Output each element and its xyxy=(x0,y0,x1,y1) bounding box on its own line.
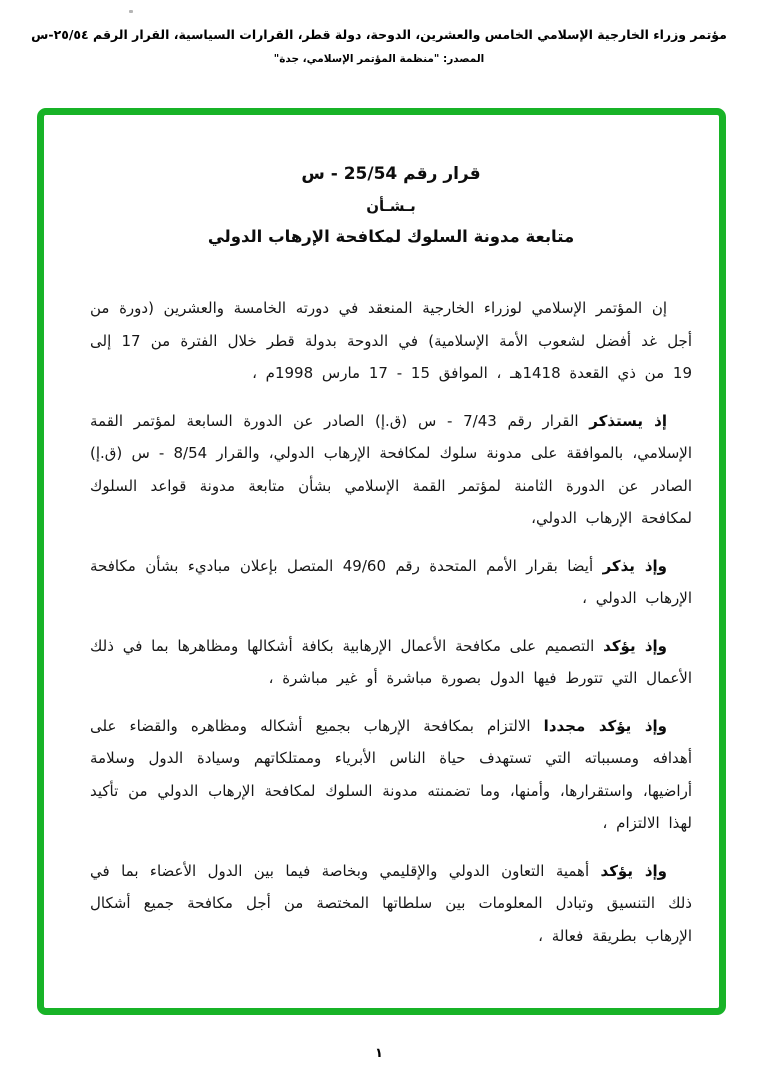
paragraph-text: أيضا بقرار الأمم المتحدة رقم 49/60 المتصل بإعلان مباديء بشأن مكافحة الإرهاب الدولي ، xyxy=(90,556,692,607)
scan-artifact-dot xyxy=(129,10,133,13)
regarding-label: بـشـأن xyxy=(366,197,416,215)
resolution-subject-title: متابعة مدونة السلوك لمكافحة الإرهاب الدولي xyxy=(207,227,575,246)
affirming-paragraph xyxy=(90,630,692,695)
header-source-line: المصدر: "منظمة المؤتمر الإسلامي، جدة" xyxy=(273,53,485,65)
paragraph-lead: إذ يستذكر xyxy=(589,411,667,430)
paragraph-text: القرار رقم 7/43 - س (ق.إ) الصادر عن الدورة السابعة لمؤتمر القمة الإسلامي، بالموافقة على مدونة سلوك لمكافحة الإرهاب الدولي، والقرار 8/54 - س (ق.إ) الصادر عن الدورة الثامنة لمؤتمر القمة الإسلامي بشأن متابعة مدونة قواعد السلوك لمكافحة الإرهاب الدولي، xyxy=(90,411,692,527)
paragraph-lead: وإذ يؤكد مجددا xyxy=(543,716,667,735)
document-body xyxy=(90,115,692,1008)
paragraph-lead: وإذ يؤكد xyxy=(603,636,667,655)
paragraph-text: أهمية التعاون الدولي والإقليمي وبخاصة فيما بين الدول الأعضاء بما في ذلك التنسيق وتبادل المعلومات بين سلطاتها المختصة من أجل مكافحة جميع أشكال الإرهاب بطريقة فعالة ، xyxy=(90,861,692,945)
document-title-block xyxy=(90,163,692,248)
recalling-also-paragraph xyxy=(90,550,692,615)
paragraph-text: إن المؤتمر الإسلامي لوزراء الخارجية المنعقد في دورته الخامسة والعشرين (دورة من أجل غد أفضل لشعوب الأمة الإسلامية) في الدوحة بدولة قطر خلال الفترة من 17 إلى 19 من ذي القعدة 1418هـ ، الموافق 15 - 17 مارس 1998م ، xyxy=(90,299,692,382)
paragraph-lead: وإذ يؤكد xyxy=(600,861,667,880)
paragraph-text: التصميم على مكافحة الأعمال الإرهابية بكافة أشكالها ومظاهرها بما في ذلك الأعمال التي تتورط فيها الدول بصورة مباشرة أو غير مباشرة ، xyxy=(90,636,692,687)
paragraph-text: الالتزام بمكافحة الإرهاب بجميع أشكاله ومظاهره والقضاء على أهدافه ومسبباته التي تستهدف حياة الناس الأبرياء وممتلكاتهم وسيادة الدول وسلامة أراضيها، واستقرارها، وأمنها، وما تضمنته مدونة السلوك لمكافحة الإرهاب الدولي من تأكيد لهذا الالتزام ، xyxy=(90,716,692,832)
page-footer xyxy=(0,1040,758,1078)
resolution-number-title: قرار رقم 25/54 - س xyxy=(301,164,481,184)
reaffirming-paragraph xyxy=(90,710,692,840)
recalling-paragraph xyxy=(90,405,692,535)
paragraph-lead: وإذ يذكر xyxy=(602,556,667,575)
page-number: ١ xyxy=(375,1046,383,1061)
green-border-frame xyxy=(37,108,726,1015)
page-header xyxy=(0,27,758,66)
header-citation-line: مؤتمر وزراء الخارجية الإسلامي الخامس والعشرين، الدوحة، دولة قطر، القرارات السياسية، القرار الرقم ٢٥/٥٤-س xyxy=(31,27,727,42)
preamble-paragraph xyxy=(90,292,692,390)
emphasizing-cooperation-paragraph xyxy=(90,855,692,953)
